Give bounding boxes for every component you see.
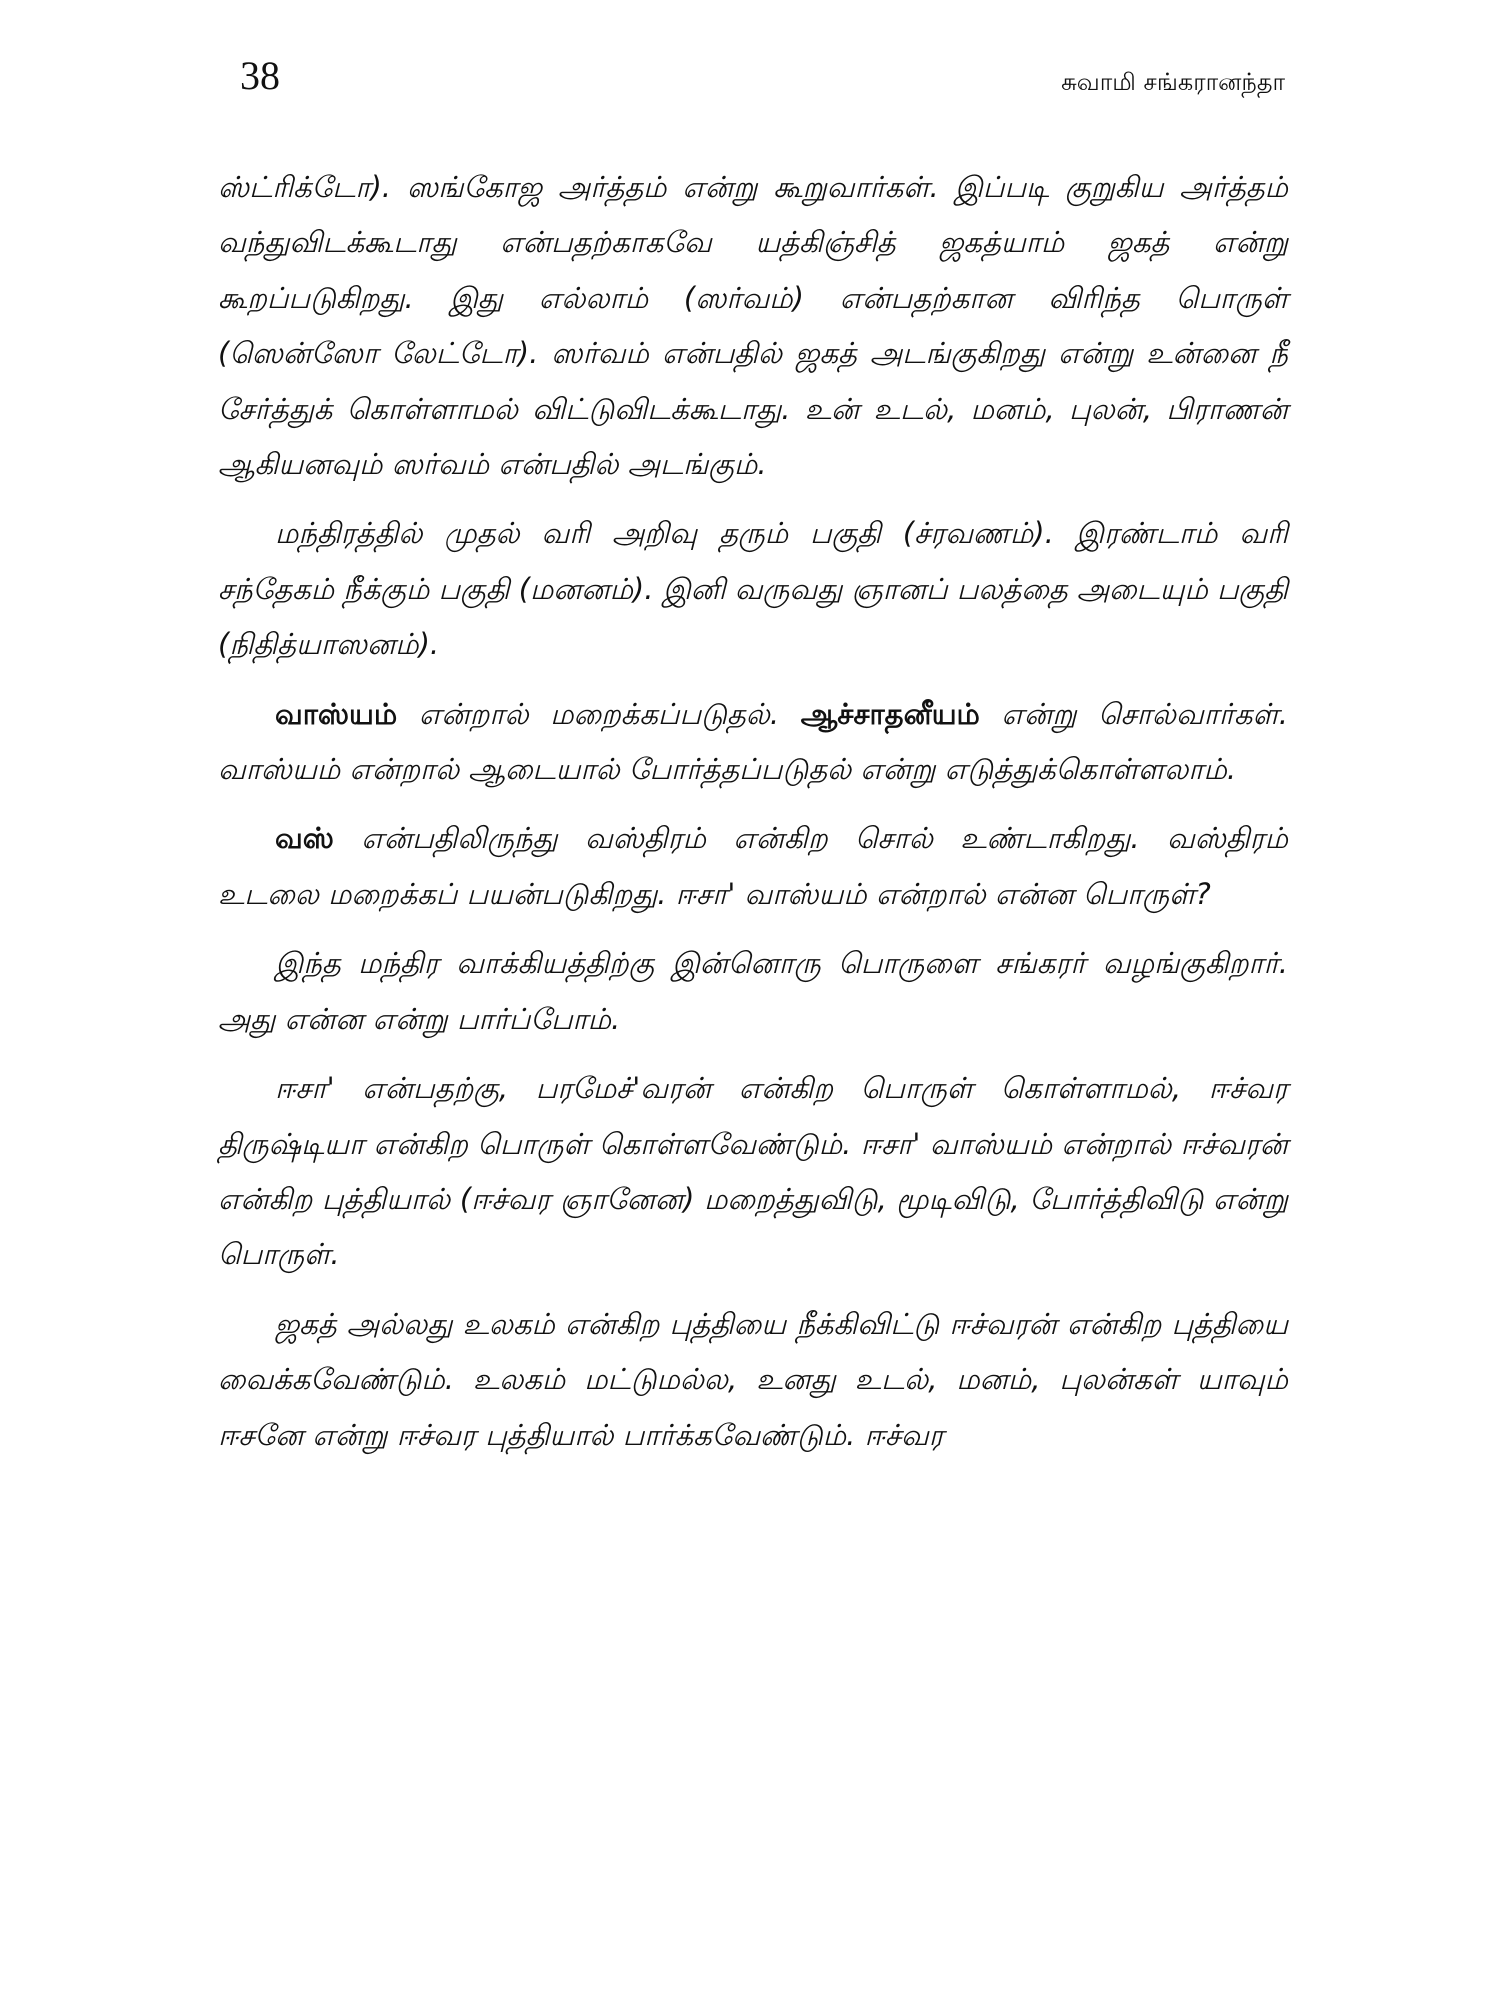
keyword-acchadaniyam: ஆச்சாதனீயம் [800,696,980,731]
paragraph-text: மந்திரத்தில் முதல் வரி அறிவு தரும் பகுதி (ச்ரவணம்). இரண்டாம் வரி சந்தேகம் நீக்கும் பகுதி (மனனம்). இனி வருவது ஞானப் பலத்தை அடையும் பகுதி (நிதித்யாஸனம்). [218,516,1288,662]
paragraph-6 [218,1061,1288,1283]
paragraph-text: ஈசா' என்பதற்கு, பரமேச்'வரன் என்கிற பொருள் கொள்ளாமல், ஈச்வர திருஷ்டியா என்கிற பொருள் கொள்ளவேண்டும். ஈசா' வாஸ்யம் என்றால் ஈச்வரன் என்கிற புத்தியால் (ஈச்வர ஞானேன) மறைத்துவிடு, மூடிவிடு, போர்த்திவிடு என்று பொருள். [218,1071,1288,1272]
paragraph-text: ஸ்ட்ரிக்டோ). ஸங்கோஜ அர்த்தம் என்று கூறுவார்கள். இப்படி குறுகிய அர்த்தம் வந்துவிடக்கூடாது என்பதற்காகவே யத்கிஞ்சித் ஜகத்யாம் ஜகத் என்று கூறப்படுகிறது. இது எல்லாம் (ஸர்வம்) என்பதற்கான விரிந்த பொருள் (ஸென்ஸோ லேட்டோ). ஸர்வம் என்பதில் ஜகத் அடங்குகிறது என்று உன்னை நீ சேர்த்துக் கொள்ளாமல் விட்டுவிடக்கூடாது. உன் உடல், மனம், புலன், பிராணன் ஆகியனவும் ஸர்வம் என்பதில் அடங்கும். [218,170,1288,482]
paragraph-text: இந்த மந்திர வாக்கியத்திற்கு இன்னொரு பொருளை சங்கரர் வழங்குகிறார். அது என்ன என்று பார்ப்போம். [218,946,1288,1036]
page-body [218,160,1288,1477]
page-number: 38 [240,53,280,98]
paragraph-2 [218,506,1288,672]
paragraph-text: என்பதிலிருந்து வஸ்திரம் என்கிற சொல் உண்டாகிறது. வஸ்திரம் உடலை மறைக்கப் பயன்படுகிறது. ஈசா' வாஸ்யம் என்றால் என்ன பொருள்? [218,821,1288,911]
paragraph-text: ஜகத் அல்லது உலகம் என்கிற புத்தியை நீக்கிவிட்டு ஈச்வரன் என்கிற புத்தியை வைக்கவேண்டும். உலகம் மட்டுமல்ல, உனது உடல், மனம், புலன்கள் யாவும் ஈசனே என்று ஈச்வர புத்தியால் பார்க்கவேண்டும். ஈச்வர [218,1306,1288,1452]
running-head: சுவாமி சங்கரானந்தா [1061,68,1285,96]
keyword-vasyam: வாஸ்யம் [275,696,398,731]
paragraph-text: என்று சொல்வார்கள். வாஸ்யம் என்றால் ஆடையால் போர்த்தப்படுதல் என்று எடுத்துக்கொள்ளலாம். [218,696,1288,787]
paragraph-3 [218,687,1288,798]
paragraph-text-mid: என்றால் மறைக்கப்படுதல். [397,696,801,731]
paragraph-4 [218,811,1288,922]
page-header [240,48,1285,108]
paragraph-1 [218,160,1288,492]
keyword-vas: வஸ் [275,821,334,856]
paragraph-5 [218,936,1288,1047]
paragraph-7 [218,1297,1288,1463]
